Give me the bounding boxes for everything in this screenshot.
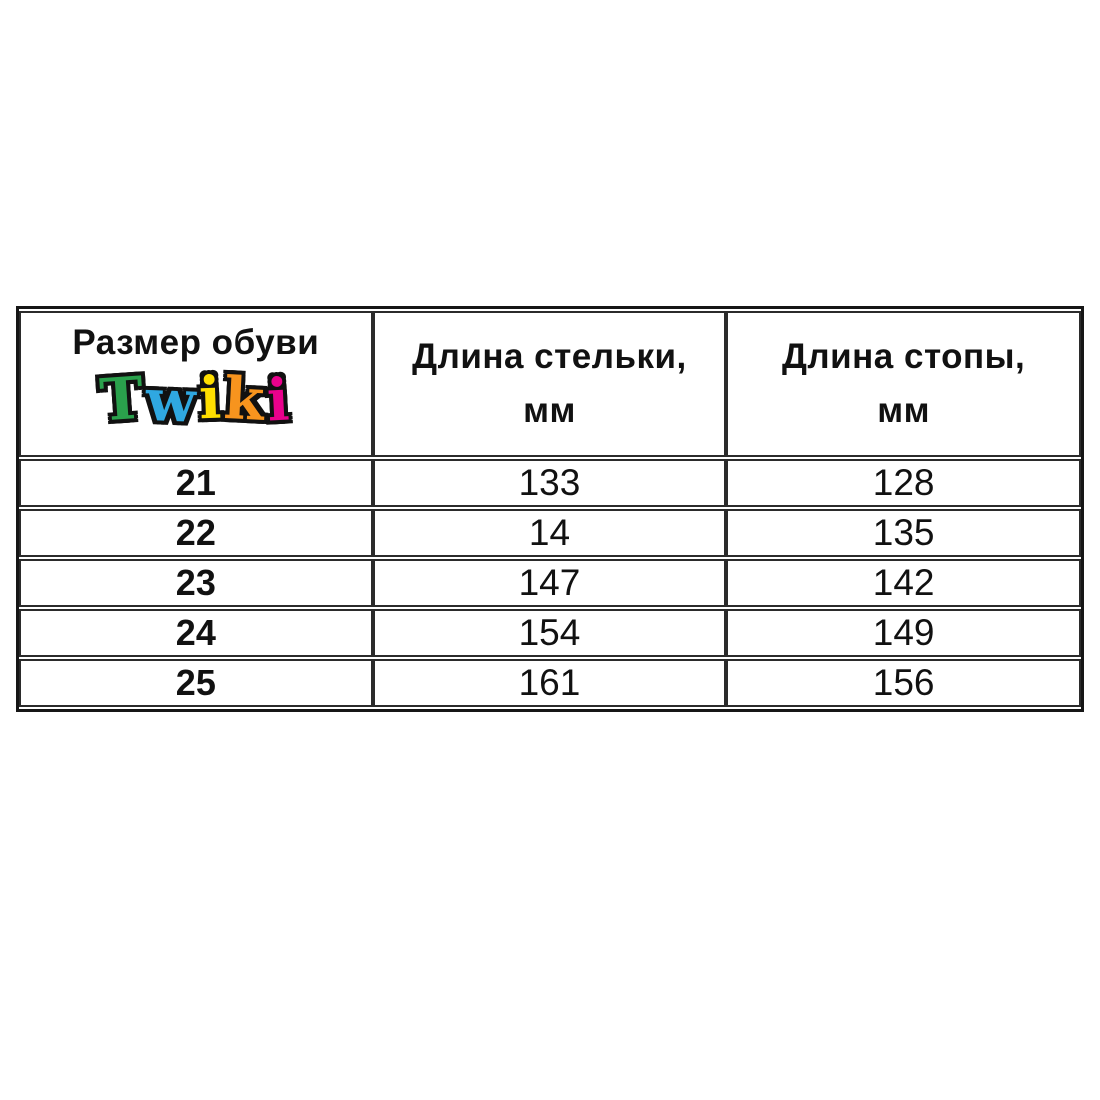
size-value: 22 <box>19 509 373 557</box>
foot-length-value: 156 <box>726 659 1081 707</box>
header-foot-column <box>726 311 1081 457</box>
table-row <box>19 609 1081 657</box>
foot-length-value: 149 <box>726 609 1081 657</box>
insole-length-value: 147 <box>373 559 727 607</box>
size-header-label: Размер обуви <box>72 323 320 362</box>
insole-length-value: 133 <box>373 459 727 507</box>
table-row <box>19 659 1081 707</box>
foot-header-line1: Длина стопы, <box>781 336 1026 376</box>
header-size-column <box>19 311 373 457</box>
insole-length-value: 14 <box>373 509 727 557</box>
insole-header-line1: Длина стельки, <box>412 336 687 376</box>
logo-letter-i2: i <box>265 365 294 435</box>
insole-length-value: 154 <box>373 609 727 657</box>
table-row <box>19 509 1081 557</box>
foot-length-value: 128 <box>726 459 1081 507</box>
logo-letter-w: w <box>144 366 200 436</box>
insole-length-value: 161 <box>373 659 727 707</box>
twiki-logo <box>21 363 371 436</box>
foot-length-value: 135 <box>726 509 1081 557</box>
size-value: 23 <box>19 559 373 607</box>
foot-header-line2: мм <box>877 391 931 430</box>
logo-letter-i1: i <box>197 363 225 433</box>
size-value: 24 <box>19 609 373 657</box>
table-row <box>19 559 1081 607</box>
size-value: 25 <box>19 659 373 707</box>
size-chart-table <box>16 306 1084 712</box>
logo-letter-t: T <box>97 363 149 435</box>
logo-letter-k: k <box>221 363 269 435</box>
header-insole-column <box>373 311 727 457</box>
size-value: 21 <box>19 459 373 507</box>
insole-header-line2: мм <box>523 391 576 430</box>
header-row <box>19 311 1081 457</box>
table-row <box>19 459 1081 507</box>
foot-length-value: 142 <box>726 559 1081 607</box>
